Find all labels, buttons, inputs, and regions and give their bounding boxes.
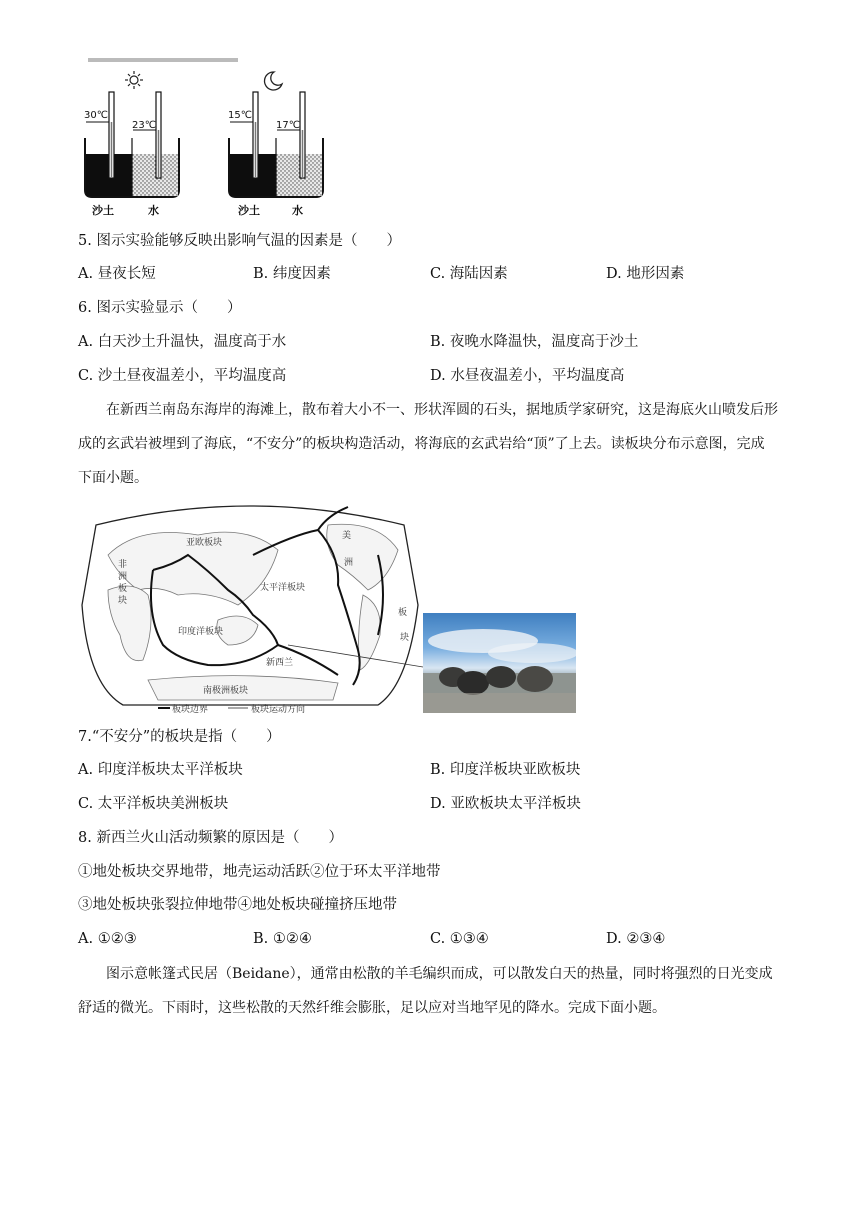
plate-map — [78, 495, 578, 720]
experiment-diagram — [78, 52, 338, 222]
q7-stem: 7.“不安分”的板块是指（ ） — [78, 729, 281, 745]
passage-tent-text: 图示意帐篷式民居（Beidane），通常由松散的羊毛编织而成，可以散发白天的热量，同时将强烈的日光变成舒适的微光。下雨时，这些松散的天然纤维会膨胀，足以应对当地罕见的降水。完成下面小题。 — [78, 966, 773, 1016]
label-indian: 印度洋板块 — [178, 627, 224, 637]
label-america-3: 板 — [398, 608, 408, 618]
day-water-label: 水 — [148, 204, 159, 217]
legend-direction: 板块运动方向 — [251, 705, 306, 715]
day-container — [85, 92, 179, 197]
label-antarctic: 南极洲板块 — [203, 686, 249, 696]
q6-stem: 6. 图示实验显示（ ） — [78, 300, 242, 316]
q5-option-b[interactable]: B. 纬度因素 — [253, 266, 331, 282]
night-sand-temp: 15℃ — [228, 110, 252, 121]
label-pacific: 太平洋板块 — [260, 583, 306, 593]
q7-option-d[interactable]: D. 亚欧板块太平洋板块 — [430, 796, 581, 812]
q6-option-d[interactable]: D. 水昼夜温差小，平均温度高 — [430, 368, 625, 384]
q8-option-b[interactable]: B. ①②④ — [253, 931, 312, 947]
q8-statement-1: ①地处板块交界地带，地壳运动活跃②位于环太平洋地带 — [78, 864, 441, 880]
world-plate-map — [78, 495, 423, 715]
q5-option-a[interactable]: A. 昼夜长短 — [78, 266, 156, 282]
night-sand-label: 沙土 — [238, 204, 260, 217]
label-america-1: 美 — [342, 531, 352, 541]
label-eurasia: 亚欧板块 — [186, 538, 223, 548]
q8-stem: 8. 新西兰火山活动频繁的原因是（ ） — [78, 830, 343, 846]
night-water-temp: 17℃ — [276, 120, 300, 131]
moon-icon — [265, 72, 282, 90]
q7-option-b[interactable]: B. 印度洋板块亚欧板块 — [430, 762, 581, 778]
night-water-label: 水 — [292, 204, 303, 217]
q8-option-d[interactable]: D. ②③④ — [606, 931, 666, 947]
experiment-figure — [78, 52, 338, 222]
q7-option-c[interactable]: C. 太平洋板块美洲板块 — [78, 796, 229, 812]
q5-option-c[interactable]: C. 海陆因素 — [430, 266, 508, 282]
night-container — [229, 92, 323, 197]
sun-icon — [125, 71, 143, 89]
passage-plates — [78, 393, 778, 495]
label-america-4: 块 — [400, 633, 410, 643]
q6-option-a[interactable]: A. 白天沙土升温快，温度高于水 — [78, 334, 287, 350]
q6-option-c[interactable]: C. 沙土昼夜温差小，平均温度高 — [78, 368, 287, 384]
q8-statement-2: ③地处板块张裂拉伸地带④地处板块碰撞挤压地带 — [78, 897, 397, 913]
q6-option-b[interactable]: B. 夜晚水降温快，温度高于沙土 — [430, 334, 639, 350]
q5-stem: 5. 图示实验能够反映出影响气温的因素是（ ） — [78, 233, 401, 249]
q8-option-c[interactable]: C. ①③④ — [430, 931, 489, 947]
day-water-temp: 23℃ — [132, 120, 156, 131]
label-america-2: 洲 — [344, 558, 354, 568]
day-sand-label: 沙土 — [92, 204, 114, 217]
legend-boundary: 板块边界 — [172, 705, 209, 715]
day-sand-temp: 30℃ — [84, 110, 108, 121]
q8-option-a[interactable]: A. ①②③ — [78, 931, 137, 947]
passage-plates-text: 在新西兰南岛东海岸的海滩上，散布着大小不一、形状浑圆的石头，据地质学家研究，这是海底火山喷发后形成的玄武岩被埋到了海底，“不安分”的板块构造活动，将海底的玄武岩给“顶”了上去。读板块分布示意图，完成下面小题。 — [78, 402, 778, 486]
label-nz: 新西兰 — [266, 658, 294, 668]
label-africa: 非洲板块 — [118, 560, 128, 606]
q7-option-a[interactable]: A. 印度洋板块太平洋板块 — [78, 762, 243, 778]
boulders-photo — [423, 613, 576, 713]
passage-tent — [78, 957, 778, 1025]
q5-option-d[interactable]: D. 地形因素 — [606, 266, 685, 282]
